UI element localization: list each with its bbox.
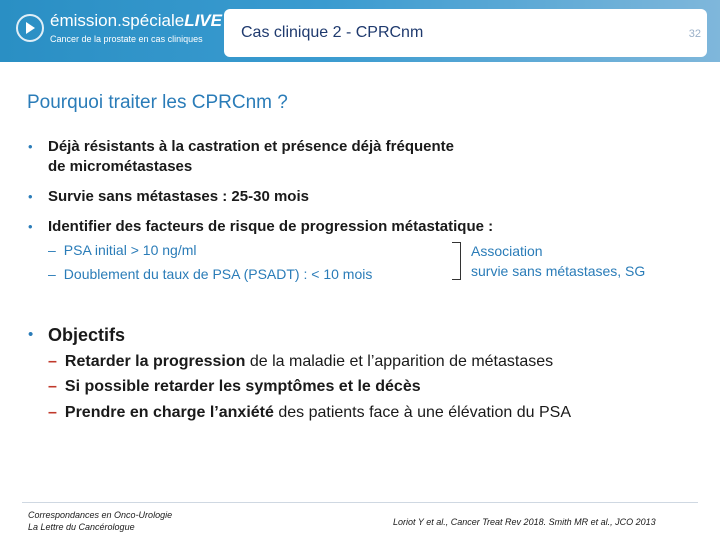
grouping-bracket (452, 242, 461, 280)
bullet-item: • Identifier des facteurs de risque de progression métastatique : (28, 218, 494, 235)
objective-item: – Retarder la progression de la maladie et l’apparition de métastases (48, 353, 554, 370)
association-label: Association (471, 243, 543, 259)
play-triangle-icon (26, 22, 35, 34)
sub-item: – Doublement du taux de PSA (PSADT) : < 10 mois (48, 266, 373, 282)
brand-logo (16, 10, 222, 50)
bullet-dot-icon: • (28, 219, 33, 234)
bullet-item: • Déjà résistants à la castration et présence déjà fréquente de micrométastases (28, 138, 455, 175)
brand-tagline: Cancer de la prostate en cas cliniques (50, 34, 203, 44)
footer-publication: Correspondances en Onco-Urologie La Lettre du Cancérologue (28, 510, 173, 532)
brand-name: émission.spécialeLIVE (50, 11, 222, 30)
page-number: 32 (688, 28, 701, 40)
bullet-dot-icon: • (28, 189, 33, 204)
association-detail: survie sans métastases, SG (471, 263, 646, 279)
header-banner (0, 0, 720, 62)
bullet-dot-icon: • (28, 139, 33, 154)
footer-divider (22, 502, 698, 503)
objective-item: – Si possible retarder les symptômes et le décès (48, 378, 421, 395)
slide-title-box (224, 9, 707, 57)
section-title: Pourquoi traiter les CPRCnm ? (27, 92, 288, 113)
slide-title: Cas clinique 2 - CPRCnm (241, 24, 424, 41)
footer-references: Loriot Y et al., Cancer Treat Rev 2018. Smith MR et al., JCO 2013 (393, 517, 656, 527)
sub-item: – PSA initial > 10 ng/ml (48, 242, 197, 258)
bullet-item: • Survie sans métastases : 25-30 mois (28, 188, 309, 205)
objective-item: – Prendre en charge l’anxiété des patients face à une élévation du PSA (48, 404, 571, 421)
bullet-dot-icon: • (28, 326, 34, 343)
objectives-heading: • Objectifs (28, 325, 126, 345)
